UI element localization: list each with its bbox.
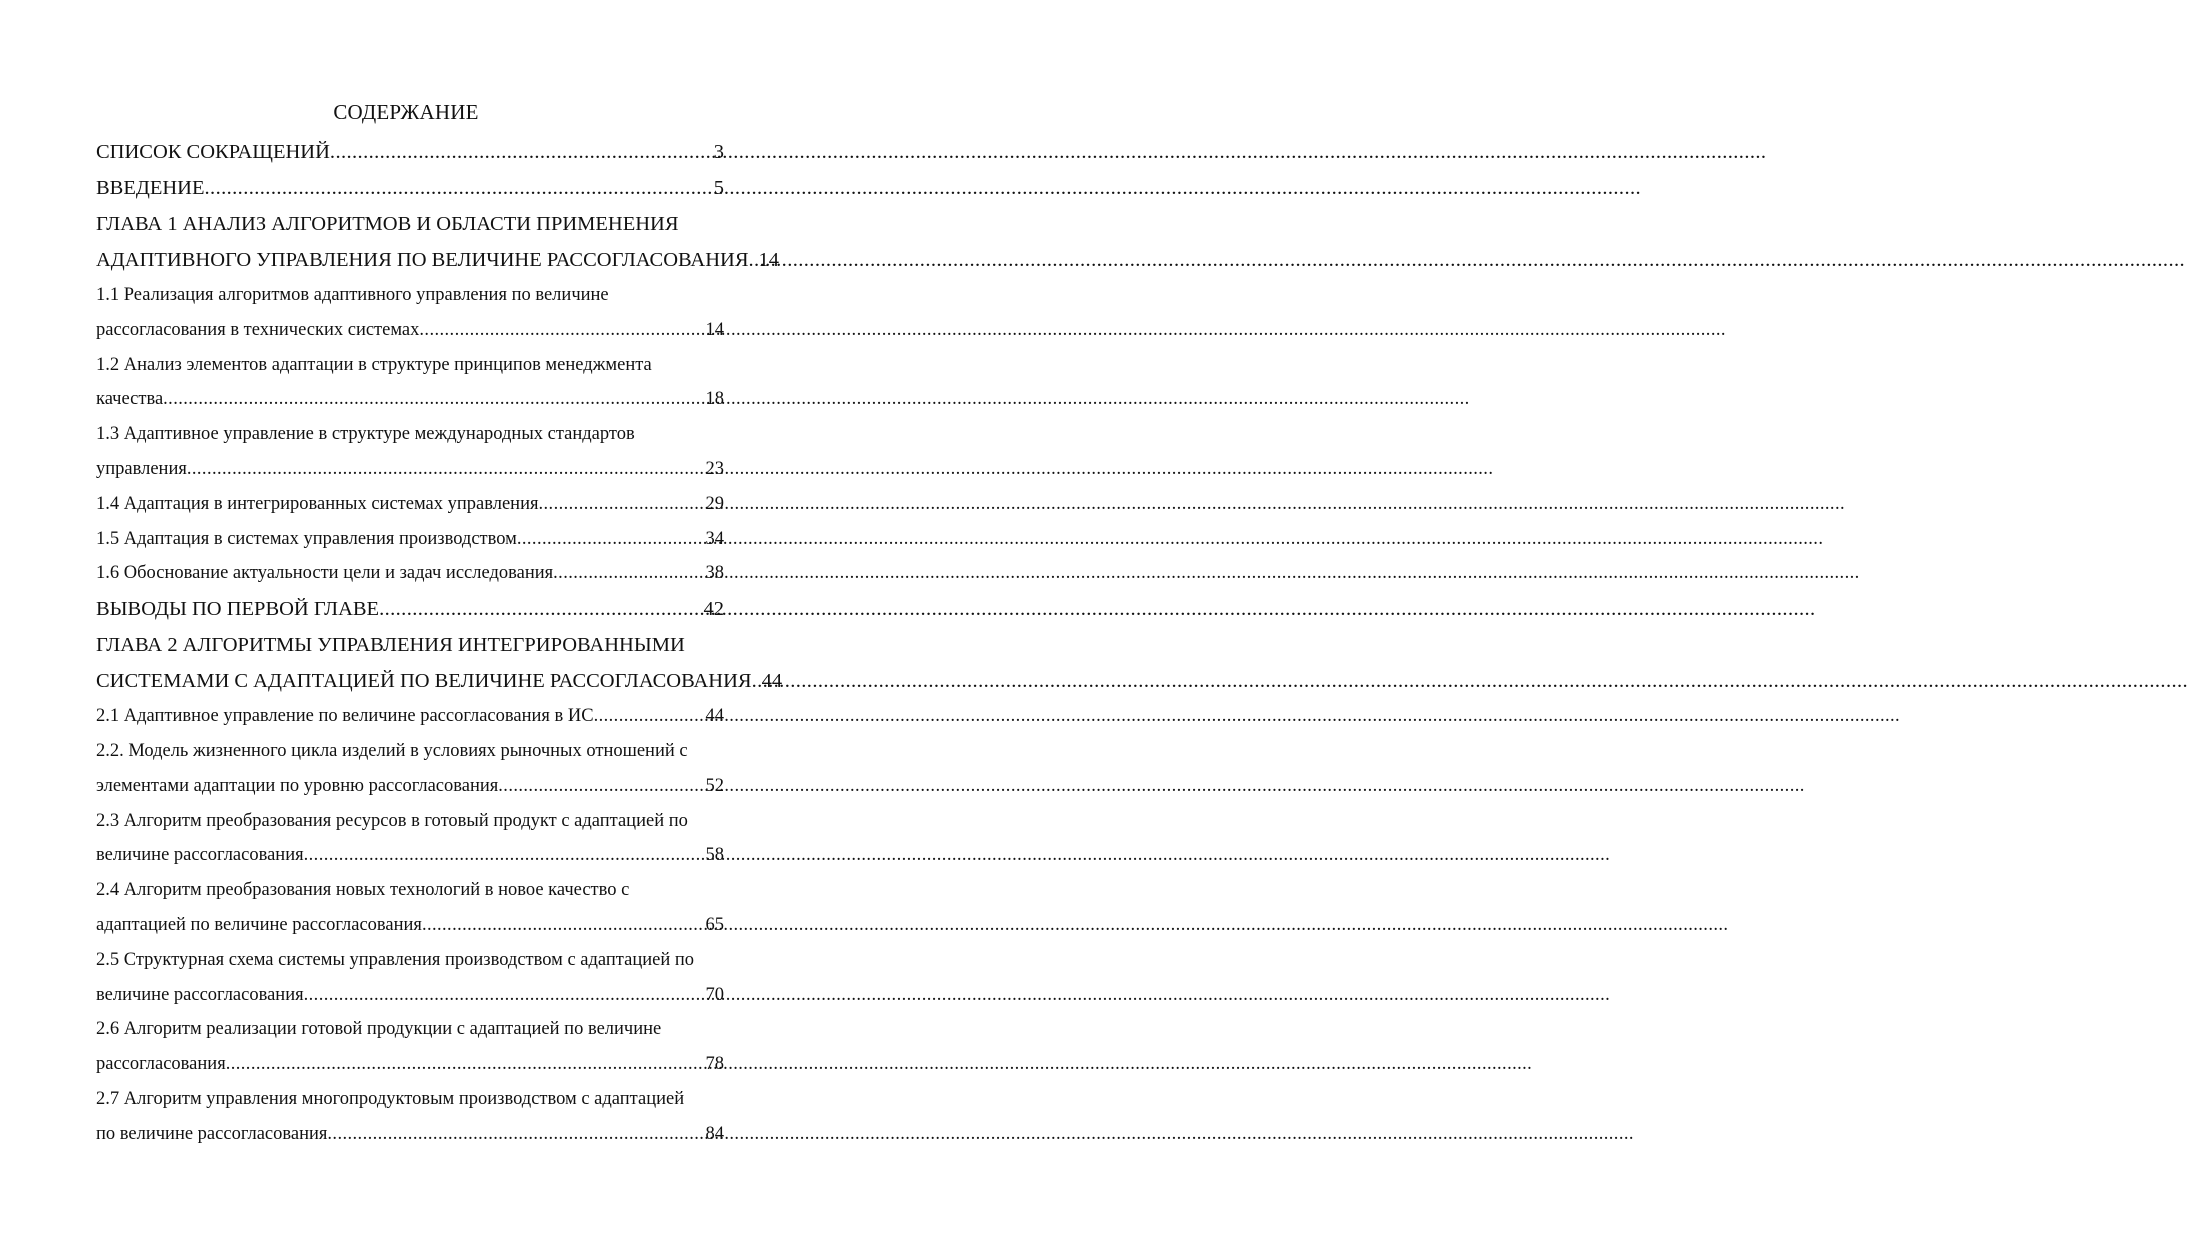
toc-section-entry[interactable]: [96, 417, 724, 487]
dot-leader: [330, 134, 712, 170]
toc-entry-line: [96, 487, 724, 522]
toc-section-entry[interactable]: [96, 487, 724, 522]
dot-leader: [594, 699, 704, 734]
dot-leader: [205, 170, 712, 206]
toc-page-number: 18: [705, 389, 724, 410]
toc-section-entry[interactable]: [96, 699, 724, 734]
toc-entry-text: рассогласования в технических системах: [96, 319, 420, 340]
page-title: СОДЕРЖАНИЕ: [333, 100, 479, 124]
toc-entry-text: 2.4 Алгоритм преобразования новых технологий в новое качество с: [96, 880, 630, 901]
toc-chapter-entry[interactable]: [96, 170, 724, 206]
dot-leader: [752, 663, 760, 699]
toc-entry-text: ВВЕДЕНИЕ: [96, 177, 205, 199]
toc-entry-line: [96, 348, 724, 383]
toc-page-number: 29: [705, 493, 724, 514]
toc-entry-line: [96, 838, 724, 873]
dot-leader: [498, 769, 703, 804]
toc-entry-line: [96, 556, 724, 591]
toc-entry-text: 2.5 Структурная схема системы управления производством с адаптацией по: [96, 949, 695, 970]
toc-entry-text: 2.3 Алгоритм преобразования ресурсов в готовый продукт с адаптацией по: [96, 810, 688, 831]
toc-entry-line: [96, 804, 724, 839]
toc-entry-line: [96, 417, 724, 452]
toc-entry-text: величине рассогласования: [96, 984, 304, 1005]
toc-section-entry[interactable]: [96, 943, 724, 1013]
toc-entry-line: [96, 663, 783, 699]
toc-entry-text: СИСТЕМАМИ С АДАПТАЦИЕЙ ПО ВЕЛИЧИНЕ РАССОГЛАСОВАНИЯ: [96, 670, 752, 693]
toc-entry-text: рассогласования: [96, 1054, 226, 1075]
toc-page-number: 58: [705, 845, 724, 866]
toc-page-number: 84: [705, 1123, 724, 1144]
toc-section-entry[interactable]: [96, 556, 724, 591]
toc-entry-line: [96, 978, 724, 1013]
toc-entry-line: [96, 1117, 724, 1152]
toc-entry-line: [96, 943, 724, 978]
toc-entry-text: 2.7 Алгоритм управления многопродуктовым производством с адаптацией: [96, 1088, 685, 1109]
toc-entry-text: 1.6 Обоснование актуальности цели и задач исследования: [96, 563, 554, 584]
toc-entry-text: элементами адаптации по уровню рассогласования: [96, 775, 499, 796]
toc-entry-text: ГЛАВА 1 АНАЛИЗ АЛГОРИТМОВ И ОБЛАСТИ ПРИМЕНЕНИЯ: [96, 213, 679, 235]
dot-leader: [419, 313, 703, 348]
toc-page-number: 14: [705, 319, 724, 340]
dot-leader: [749, 242, 757, 278]
toc-page-number: 78: [705, 1054, 724, 1075]
toc-page-number: 42: [703, 598, 724, 621]
dot-leader: [327, 1117, 703, 1152]
toc-entry-text: 2.1 Адаптивное управление по величине рассогласования в ИС: [96, 706, 594, 727]
toc-page-number: 34: [705, 528, 724, 549]
toc-entry-text: величине рассогласования: [96, 845, 304, 866]
toc-page-number: 70: [705, 984, 724, 1005]
toc-page-number: 52: [705, 775, 724, 796]
toc-page-number: 38: [705, 563, 724, 584]
toc-entry-line: [96, 1012, 724, 1047]
toc-entry-line: [96, 134, 724, 170]
dot-leader: [379, 591, 701, 627]
toc-chapter-entry[interactable]: [96, 591, 724, 627]
toc-page-number: 44: [761, 670, 783, 693]
toc-chapter-entry[interactable]: [96, 627, 783, 699]
toc-section-entry[interactable]: [96, 348, 724, 418]
toc-entry-line: [96, 769, 724, 804]
toc-entry-text: адаптацией по величине рассогласования: [96, 914, 422, 935]
toc-entry-line: [96, 873, 724, 908]
document-page: [0, 0, 795, 1243]
toc-section-entry[interactable]: [96, 804, 724, 874]
toc-entry-text: ВЫВОДЫ ПО ПЕРВОЙ ГЛАВЕ: [96, 598, 380, 621]
toc-entry-text: 1.3 Адаптивное управление в структуре международных стандартов: [96, 424, 635, 445]
toc-section-entry[interactable]: [96, 1012, 724, 1082]
toc-section-entry[interactable]: [96, 1082, 724, 1152]
toc-entry-line: [96, 1047, 724, 1082]
toc-entry-text: ГЛАВА 2 АЛГОРИТМЫ УПРАВЛЕНИЯ ИНТЕГРИРОВАННЫМИ: [96, 634, 685, 657]
dot-leader: [553, 556, 703, 591]
toc-page-number: 23: [705, 458, 724, 479]
toc-entry-text: 2.6 Алгоритм реализации готовой продукции с адаптацией по величине: [96, 1019, 662, 1040]
toc-page-number: 3: [713, 141, 724, 163]
toc-entry-text: 1.5 Адаптация в системах управления производством: [96, 528, 517, 549]
toc-entry-text: управления: [96, 458, 187, 479]
toc-entry-line: [96, 242, 780, 278]
toc-entry-line: [96, 591, 724, 627]
dot-leader: [304, 838, 704, 873]
toc-entry-line: [96, 382, 724, 417]
toc-entry-line: [96, 206, 724, 242]
toc-entry-line: [96, 699, 724, 734]
toc-chapter-entry[interactable]: [96, 134, 724, 170]
toc-entry-line: [96, 522, 724, 557]
toc-entry-text: АДАПТИВНОГО УПРАВЛЕНИЯ ПО ВЕЛИЧИНЕ РАССОГЛАСОВАНИЯ: [96, 249, 749, 271]
dot-leader: [226, 1047, 704, 1082]
toc-page-number: 14: [758, 249, 780, 271]
dot-leader: [422, 908, 704, 943]
dot-leader: [304, 978, 704, 1013]
toc-entry-text: 2.2. Модель жизненного цикла изделий в условиях рыночных отношений с: [96, 740, 688, 761]
toc-entry-line: [96, 627, 724, 663]
toc-entry-text: 1.4 Адаптация в интегрированных системах управления: [96, 493, 539, 514]
toc-entry-line: [96, 734, 724, 769]
dot-leader: [539, 487, 704, 522]
toc-chapter-entry[interactable]: [96, 206, 780, 278]
dot-leader: [187, 452, 704, 487]
toc-entry-line: [96, 452, 724, 487]
toc-entry-text: качества: [96, 389, 164, 410]
toc-entry-line: [96, 313, 724, 348]
toc-entry-line: [96, 1082, 724, 1117]
dot-leader: [517, 522, 704, 557]
dot-leader: [163, 382, 703, 417]
toc-entry-text: 1.1 Реализация алгоритмов адаптивного управления по величине: [96, 285, 609, 305]
toc-section-entry[interactable]: [96, 734, 724, 804]
toc-section-entry[interactable]: [96, 522, 724, 557]
toc-page-number: 44: [705, 706, 724, 727]
toc-section-entry[interactable]: [96, 873, 724, 943]
toc-section-entry[interactable]: [96, 278, 724, 348]
table-of-contents: [96, 134, 783, 1152]
toc-entry-line: [96, 170, 724, 206]
toc-page-number: 65: [705, 914, 724, 935]
toc-entry-line: [96, 278, 724, 313]
toc-entry-text: СПИСОК СОКРАЩЕНИЙ: [96, 141, 330, 163]
toc-page-number: 5: [713, 177, 724, 199]
toc-entry-text: по величине рассогласования: [96, 1123, 328, 1144]
toc-entry-text: 1.2 Анализ элементов адаптации в структуре принципов менеджмента: [96, 354, 652, 375]
toc-entry-line: [96, 908, 724, 943]
